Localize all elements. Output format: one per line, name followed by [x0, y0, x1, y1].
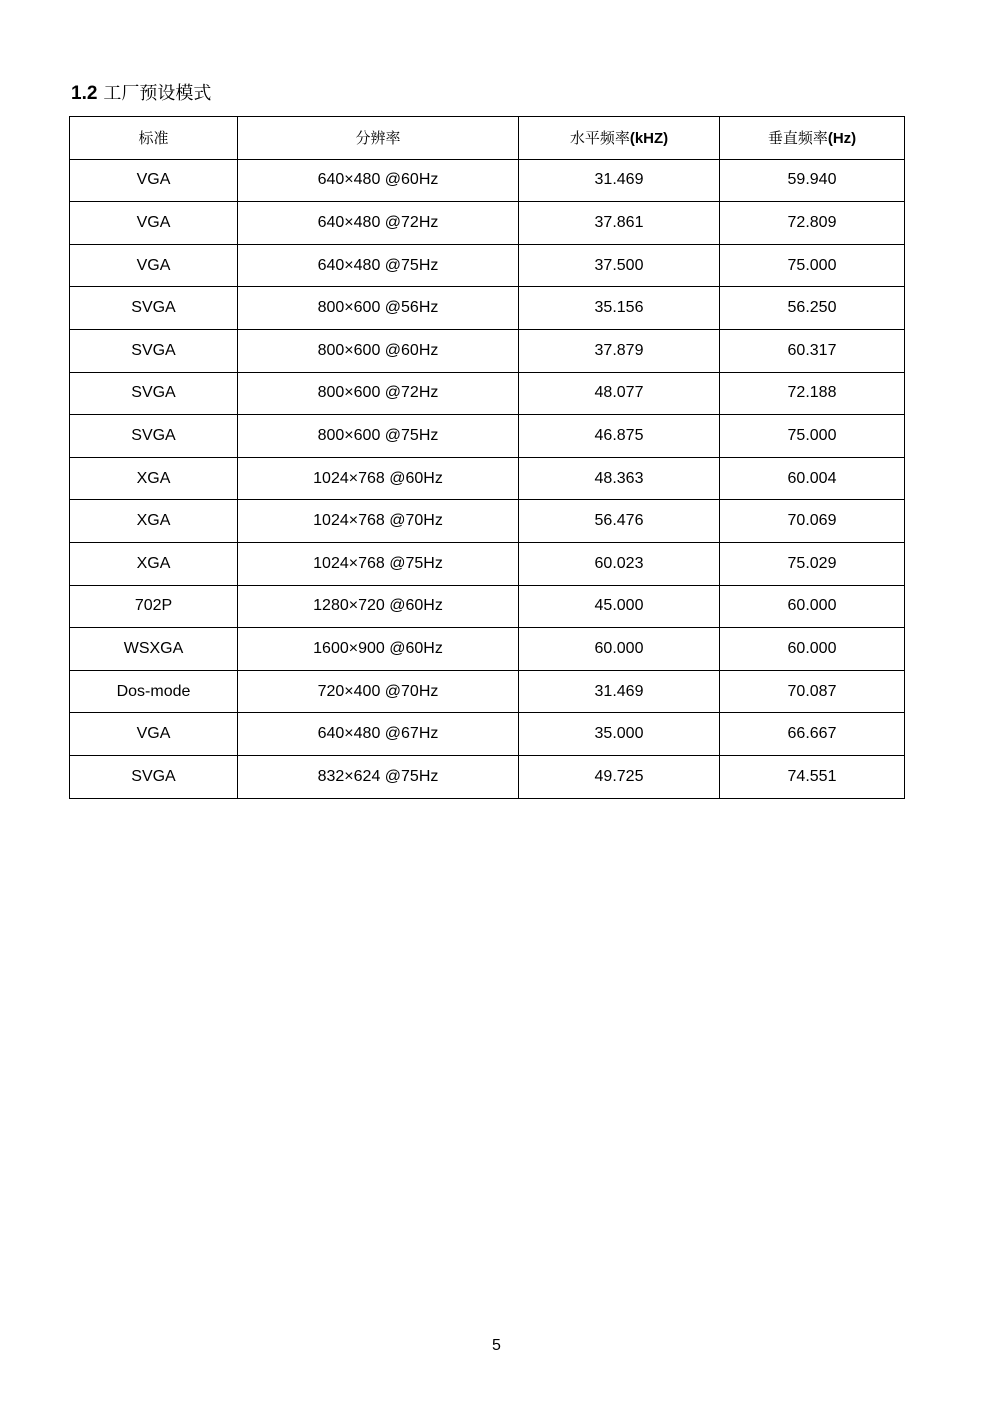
cell-resolution: 640×480 @60Hz	[238, 159, 519, 202]
cell-standard: SVGA	[70, 372, 238, 415]
header-resolution	[238, 117, 519, 160]
cell-vertical-frequency: 75.000	[720, 415, 905, 458]
cell-resolution: 640×480 @72Hz	[238, 202, 519, 245]
table-row	[70, 755, 905, 798]
cell-horizontal-frequency: 37.861	[519, 202, 720, 245]
header-label: 垂直频率	[767, 129, 828, 148]
header-label: 分辨率	[355, 129, 401, 148]
cell-vertical-frequency: 72.809	[720, 202, 905, 245]
cell-resolution: 640×480 @75Hz	[238, 244, 519, 287]
cell-resolution: 800×600 @60Hz	[238, 329, 519, 372]
header-vertical-frequency	[720, 117, 905, 160]
cell-standard: Dos-mode	[70, 670, 238, 713]
table-row	[70, 329, 905, 372]
cell-horizontal-frequency: 37.879	[519, 329, 720, 372]
table-body	[70, 159, 905, 798]
table-row	[70, 372, 905, 415]
cell-resolution: 800×600 @56Hz	[238, 287, 519, 330]
cell-standard: VGA	[70, 244, 238, 287]
section-number: 1.2	[71, 83, 98, 104]
cell-horizontal-frequency: 35.156	[519, 287, 720, 330]
cell-standard: WSXGA	[70, 628, 238, 671]
cell-vertical-frequency: 74.551	[720, 755, 905, 798]
cell-horizontal-frequency: 35.000	[519, 713, 720, 756]
cell-resolution: 1600×900 @60Hz	[238, 628, 519, 671]
cell-standard: VGA	[70, 159, 238, 202]
cell-vertical-frequency: 60.000	[720, 628, 905, 671]
cell-vertical-frequency: 72.188	[720, 372, 905, 415]
cell-standard: SVGA	[70, 329, 238, 372]
cell-resolution: 1024×768 @75Hz	[238, 542, 519, 585]
table-row	[70, 457, 905, 500]
header-label: 标准	[138, 129, 169, 148]
table-row	[70, 542, 905, 585]
cell-standard: XGA	[70, 500, 238, 543]
cell-vertical-frequency: 60.000	[720, 585, 905, 628]
cell-vertical-frequency: 60.004	[720, 457, 905, 500]
cell-horizontal-frequency: 37.500	[519, 244, 720, 287]
cell-horizontal-frequency: 48.077	[519, 372, 720, 415]
table-row	[70, 415, 905, 458]
cell-vertical-frequency: 70.069	[720, 500, 905, 543]
cell-horizontal-frequency: 60.000	[519, 628, 720, 671]
header-unit: (Hz)	[827, 130, 857, 148]
cell-vertical-frequency: 75.000	[720, 244, 905, 287]
table-header-row	[70, 117, 905, 160]
cell-horizontal-frequency: 48.363	[519, 457, 720, 500]
preset-modes-table	[69, 116, 905, 799]
cell-vertical-frequency: 56.250	[720, 287, 905, 330]
cell-standard: SVGA	[70, 287, 238, 330]
cell-resolution: 1280×720 @60Hz	[238, 585, 519, 628]
cell-standard: 702P	[70, 585, 238, 628]
table-row	[70, 628, 905, 671]
cell-resolution: 800×600 @72Hz	[238, 372, 519, 415]
cell-vertical-frequency: 66.667	[720, 713, 905, 756]
cell-vertical-frequency: 75.029	[720, 542, 905, 585]
cell-standard: XGA	[70, 457, 238, 500]
header-standard	[70, 117, 238, 160]
table-row	[70, 244, 905, 287]
cell-vertical-frequency: 59.940	[720, 159, 905, 202]
cell-horizontal-frequency: 56.476	[519, 500, 720, 543]
header-horizontal-frequency	[519, 117, 720, 160]
cell-standard: VGA	[70, 202, 238, 245]
table-row	[70, 287, 905, 330]
cell-standard: VGA	[70, 713, 238, 756]
cell-resolution: 1024×768 @60Hz	[238, 457, 519, 500]
header-label: 水平频率	[569, 129, 630, 148]
cell-standard: SVGA	[70, 755, 238, 798]
cell-vertical-frequency: 70.087	[720, 670, 905, 713]
cell-resolution: 832×624 @75Hz	[238, 755, 519, 798]
cell-horizontal-frequency: 46.875	[519, 415, 720, 458]
cell-vertical-frequency: 60.317	[720, 329, 905, 372]
cell-resolution: 720×400 @70Hz	[238, 670, 519, 713]
table-row	[70, 500, 905, 543]
table-row	[70, 670, 905, 713]
cell-horizontal-frequency: 31.469	[519, 670, 720, 713]
table-row	[70, 159, 905, 202]
cell-horizontal-frequency: 49.725	[519, 755, 720, 798]
cell-resolution: 640×480 @67Hz	[238, 713, 519, 756]
cell-resolution: 800×600 @75Hz	[238, 415, 519, 458]
cell-resolution: 1024×768 @70Hz	[238, 500, 519, 543]
section-title: 工厂预设模式	[103, 83, 212, 104]
section-heading	[71, 82, 211, 106]
cell-horizontal-frequency: 31.469	[519, 159, 720, 202]
table-row	[70, 585, 905, 628]
cell-horizontal-frequency: 45.000	[519, 585, 720, 628]
header-unit: (kHZ)	[629, 130, 669, 148]
cell-standard: XGA	[70, 542, 238, 585]
page-number: 5	[492, 1337, 501, 1354]
table-row	[70, 202, 905, 245]
cell-standard: SVGA	[70, 415, 238, 458]
table-row	[70, 713, 905, 756]
cell-horizontal-frequency: 60.023	[519, 542, 720, 585]
